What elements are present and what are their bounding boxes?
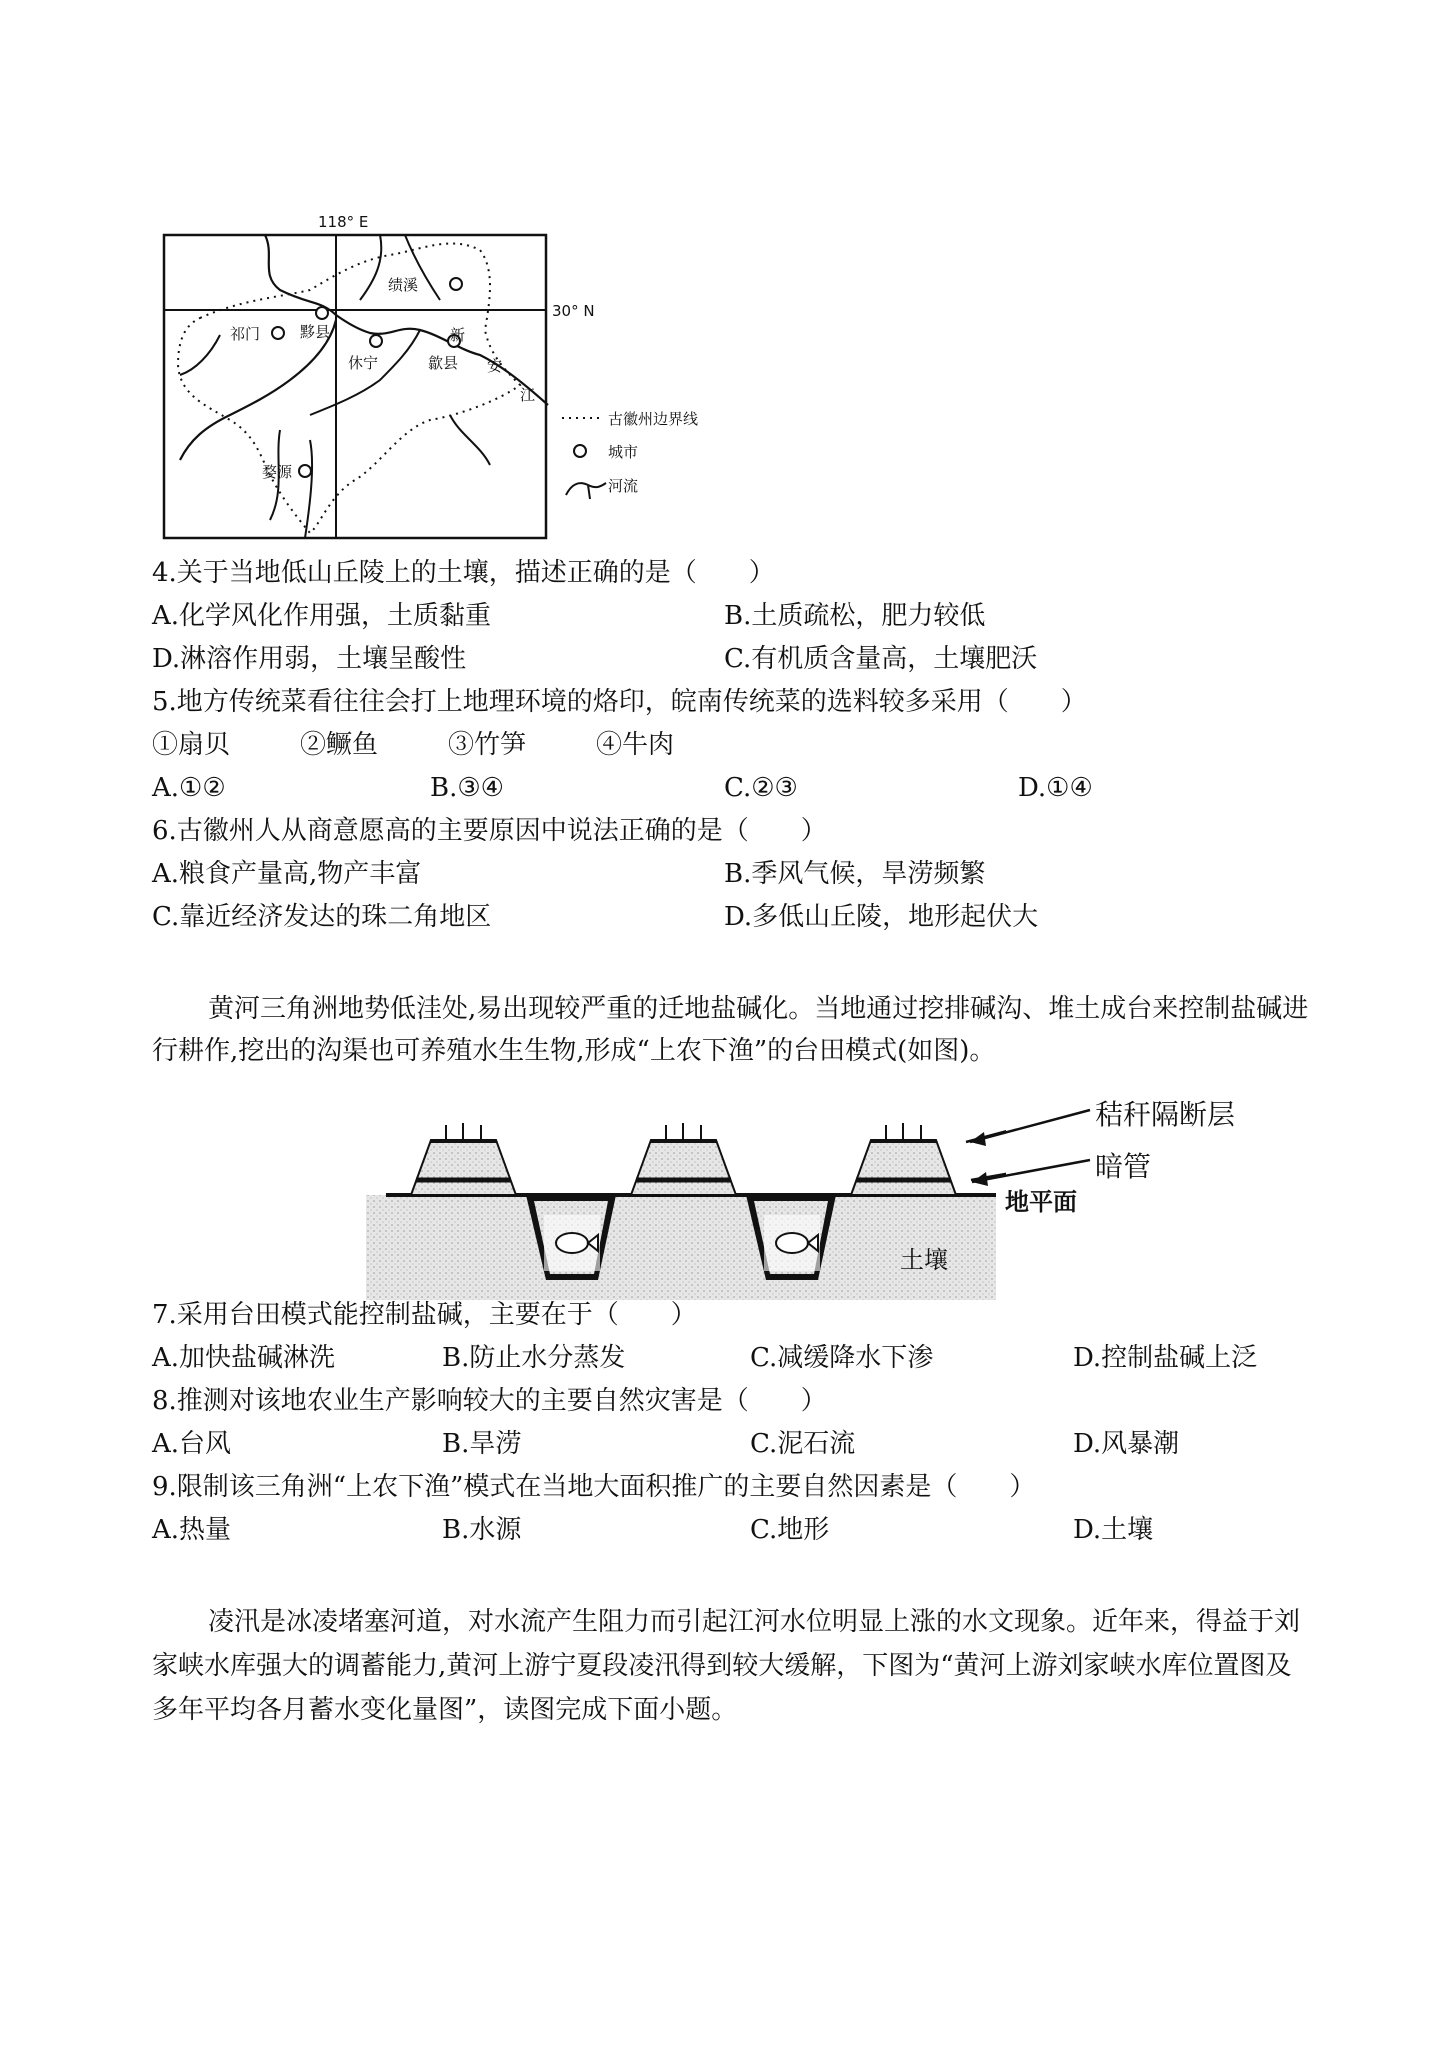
question-stem: 6.古徽州人从商意愿高的主要原因中说法正确的是（ ） — [152, 816, 827, 846]
latitude-label: 30° N — [552, 302, 595, 320]
label-ground-level: 地平面 — [1005, 1188, 1077, 1216]
question-stem: 9.限制该三角洲“上农下渔”模式在当地大面积推广的主要自然因素是（ ） — [152, 1472, 1036, 1502]
option: A.热量 — [152, 1515, 232, 1545]
question-stem: 5.地方传统菜看往往会打上地理环境的烙印，皖南传统菜的选料较多采用（ ） — [152, 687, 1087, 717]
pointer-arrows — [960, 1100, 1110, 1190]
option: C.泥石流 — [750, 1429, 856, 1459]
option: D.淋溶作用弱，土壤呈酸性 — [152, 644, 467, 674]
option: C.地形 — [750, 1515, 830, 1545]
option: B.季风气候，旱涝频繁 — [724, 859, 986, 889]
longitude-label: 118° E — [318, 213, 369, 231]
choice-item: ②鳜鱼 — [300, 730, 379, 760]
option: A.化学风化作用强，土质黏重 — [152, 601, 492, 631]
river-label: 新 — [450, 326, 466, 344]
option: B.土质疏松，肥力较低 — [724, 601, 986, 631]
label-straw-layer: 秸秆隔断层 — [1095, 1098, 1236, 1131]
option: C.减缓降水下渗 — [750, 1343, 934, 1373]
city-label: 黟县 — [300, 323, 331, 341]
huizhou-map — [160, 205, 720, 540]
option: A.台风 — [152, 1429, 232, 1459]
city-label: 歙县 — [428, 354, 459, 372]
option: A.加快盐碱淋洗 — [152, 1343, 336, 1373]
option: B.水源 — [442, 1515, 522, 1545]
river-label: 安 — [487, 357, 503, 375]
city-label: 婺源 — [262, 463, 293, 481]
passage: 凌汛是冰凌堵塞河道，对水流产生阻力而引起江河水位明显上涨的水文现象。近年来，得益于刘家峡水库强大的调蓄能力,黄河上游宁夏段凌汛得到较大缓解，下图为“黄河上游刘家峡水库位置图及多年平均各月蓄水变化量图”，读图完成下面小题。 — [152, 1607, 1301, 1725]
legend-city: 城市 — [608, 443, 639, 461]
label-drain-pipe: 暗管 — [1095, 1150, 1152, 1183]
choice-item: ③竹笋 — [448, 730, 527, 760]
choice-item: ④牛肉 — [596, 730, 675, 760]
option: A.①② — [152, 773, 226, 803]
city-label: 绩溪 — [388, 276, 419, 294]
option: D.控制盐碱上泛 — [1073, 1343, 1258, 1373]
label-soil: 土壤 — [900, 1246, 948, 1274]
option: D.①④ — [1018, 773, 1093, 803]
option: B.③④ — [430, 773, 504, 803]
choice-item: ①扇贝 — [152, 730, 231, 760]
option: C.②③ — [724, 773, 798, 803]
city-label: 祁门 — [230, 325, 261, 343]
river-label: 江 — [520, 386, 536, 404]
question-stem: 7.采用台田模式能控制盐碱，主要在于（ ） — [152, 1300, 697, 1330]
option: B.防止水分蒸发 — [442, 1343, 626, 1373]
option: A.粮食产量高,物产丰富 — [152, 859, 422, 889]
option: D.多低山丘陵，地形起伏大 — [724, 902, 1039, 932]
question-stem: 8.推测对该地农业生产影响较大的主要自然灾害是（ ） — [152, 1386, 827, 1416]
option: C.有机质含量高，土壤肥沃 — [724, 644, 1038, 674]
legend-boundary: 古徽州边界线 — [608, 410, 699, 428]
legend-river: 河流 — [608, 477, 639, 495]
option: D.土壤 — [1073, 1515, 1154, 1545]
option: D.风暴潮 — [1073, 1429, 1180, 1459]
passage: 黄河三角洲地势低洼处,易出现较严重的迁地盐碱化。当地通过挖排碱沟、堆土成台来控制盐碱进行耕作,挖出的沟渠也可养殖水生生物,形成“上农下渔”的台田模式(如图)。 — [152, 994, 1309, 1066]
option: B.旱涝 — [442, 1429, 522, 1459]
city-label: 休宁 — [348, 354, 379, 372]
question-stem: 4.关于当地低山丘陵上的土壤，描述正确的是（ ） — [152, 558, 775, 588]
option: C.靠近经济发达的珠二角地区 — [152, 902, 492, 932]
